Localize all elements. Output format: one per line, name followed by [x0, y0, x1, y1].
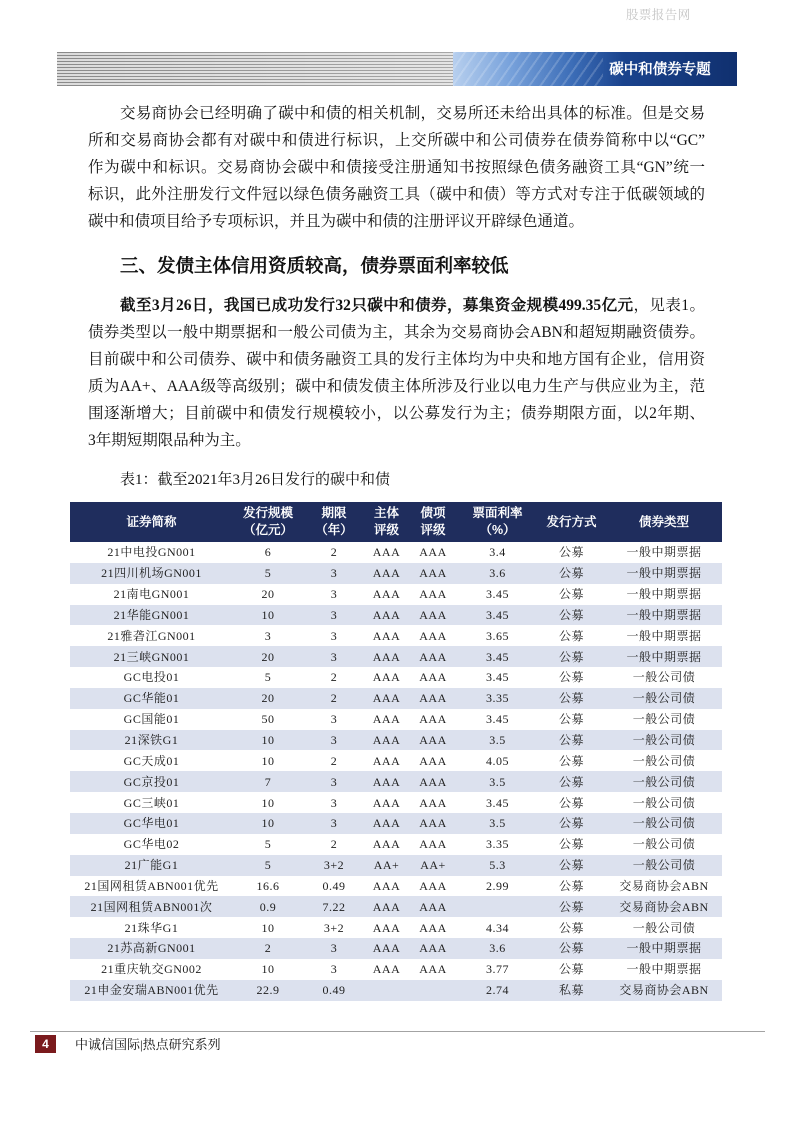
- cell-term: 2: [330, 545, 338, 560]
- cell-issue-method: 公募: [537, 896, 606, 917]
- header-term-text: （年）: [315, 523, 353, 537]
- cell-coupon-rate: 3.45: [486, 795, 509, 810]
- table-row: [70, 563, 722, 584]
- cell-issuer-rating: AAA: [372, 670, 401, 685]
- table-row: [70, 750, 722, 771]
- summary-line: 债券类型以一般中期票据和一般公司债为主，其余为交易商协会ABN和超短期融资债券。: [88, 324, 705, 341]
- cell-coupon-rate: 3.5: [458, 813, 537, 834]
- cell-bond-type: 交易商协会ABN: [606, 896, 722, 917]
- cell-bond-rating: AAA: [419, 962, 447, 977]
- summary-line: 3年期短期限品种为主。: [88, 432, 251, 449]
- cell-issue-size: 10: [233, 730, 303, 751]
- header-security-name: [70, 502, 233, 542]
- cell-issue-size: 5: [264, 837, 272, 852]
- cell-term: 2: [330, 837, 338, 852]
- cell-issuer-rating: AAA: [365, 771, 408, 792]
- table-row: [70, 625, 722, 646]
- header-term: [303, 502, 365, 542]
- cell-security-name: 21南电GN001: [113, 587, 190, 602]
- cell-security-name: 21苏高新GN001: [70, 938, 233, 959]
- cell-coupon-rate: 3.45: [486, 670, 509, 685]
- table-row: [70, 771, 722, 792]
- cell-security-name: 21中电投GN001: [107, 545, 196, 560]
- header-issue-size-text: 发行规模: [242, 506, 293, 520]
- footer-divider: [30, 1031, 765, 1032]
- cell-term: 0.49: [322, 878, 346, 893]
- table-row: [70, 542, 722, 563]
- cell-issuer-rating: AAA: [365, 605, 408, 626]
- table-row: [70, 876, 722, 897]
- cell-issuer-rating: AAA: [372, 878, 401, 893]
- cell-bond-type: 一般中期票据: [606, 938, 722, 959]
- header-bond-type-text: 债券类型: [638, 514, 689, 529]
- table-body: [70, 542, 722, 1001]
- cell-bond-rating: AAA: [419, 670, 447, 685]
- cell-security-name: GC京投01: [70, 771, 233, 792]
- table-header-row: [70, 502, 722, 542]
- summary-lead-rest: ，见表1。: [633, 297, 705, 314]
- cell-coupon-rate: 4.05: [486, 753, 509, 768]
- cell-coupon-rate: 3.45: [486, 587, 509, 602]
- cell-bond-type: 一般公司债: [632, 670, 696, 685]
- cell-issue-method: 公募: [558, 837, 584, 852]
- table-row: [70, 917, 722, 938]
- cell-security-name: GC华电01: [70, 813, 233, 834]
- cell-issue-size: 7: [233, 771, 303, 792]
- cell-coupon-rate: 3.35: [458, 688, 537, 709]
- header-issuer-rating-text: 主体: [373, 506, 399, 520]
- cell-security-name: 21国网租赁ABN001次: [70, 896, 233, 917]
- cell-bond-rating: AAA: [408, 813, 458, 834]
- cell-bond-type: 一般公司债: [632, 920, 696, 935]
- cell-bond-rating: AA+: [408, 855, 458, 876]
- header-banner: [453, 52, 737, 86]
- cell-issue-method: 公募: [537, 688, 606, 709]
- cell-bond-type: 一般公司债: [606, 771, 722, 792]
- header-issue-size: [233, 502, 303, 542]
- cell-security-name: 21广能G1: [70, 855, 233, 876]
- cell-security-name: 21申金安瑞ABN001优先: [70, 980, 233, 1001]
- header-bond-type: [606, 502, 722, 542]
- cell-term: 2: [330, 670, 338, 685]
- cell-bond-rating: AAA: [408, 605, 458, 626]
- cell-bond-type: 交易商协会ABN: [619, 878, 709, 893]
- cell-bond-type: 一般公司债: [632, 712, 696, 727]
- cell-term: 3: [303, 646, 365, 667]
- cell-bond-rating: AAA: [408, 938, 458, 959]
- header-coupon-rate-text: （%）: [479, 523, 516, 537]
- cell-term: 3: [330, 712, 338, 727]
- cell-issue-size: 10: [261, 962, 275, 977]
- cell-term: 3+2: [303, 855, 365, 876]
- cell-bond-type: 一般公司债: [632, 795, 696, 810]
- header-issue-method-text: 发行方式: [546, 514, 597, 529]
- cell-issue-method: 公募: [537, 730, 606, 751]
- cell-coupon-rate: 3.6: [458, 938, 537, 959]
- cell-issuer-rating: AAA: [372, 962, 401, 977]
- cell-issue-method: 公募: [537, 771, 606, 792]
- footer-series-title: 中诚信国际|热点研究系列: [75, 1037, 221, 1052]
- cell-bond-type: 一般中期票据: [606, 646, 722, 667]
- cell-bond-type: 一般中期票据: [626, 962, 702, 977]
- cell-security-name: GC国能01: [123, 712, 180, 727]
- cell-coupon-rate: 4.34: [486, 920, 509, 935]
- cell-term: 3: [330, 795, 338, 810]
- cell-issue-size: 3: [264, 628, 272, 643]
- table-row: [70, 584, 722, 605]
- table-caption: 表1：截至2021年3月26日发行的碳中和债: [120, 472, 391, 488]
- cell-issuer-rating: AAA: [372, 920, 401, 935]
- cell-bond-type: 一般公司债: [606, 730, 722, 751]
- cell-issue-method: 公募: [558, 753, 584, 768]
- cell-bond-rating: AAA: [419, 920, 447, 935]
- cell-issuer-rating: AAA: [372, 712, 401, 727]
- cell-coupon-rate: 3.5: [458, 730, 537, 751]
- cell-issue-size: 0.9: [233, 896, 303, 917]
- cell-issue-method: 公募: [537, 646, 606, 667]
- cell-issuer-rating: AAA: [365, 563, 408, 584]
- page-number: 4: [35, 1035, 56, 1053]
- cell-coupon-rate: 3.65: [486, 628, 509, 643]
- cell-term: 3: [330, 587, 338, 602]
- table-row: [70, 813, 722, 834]
- cell-issuer-rating: AAA: [372, 587, 401, 602]
- cell-term: 0.49: [303, 980, 365, 1001]
- table-header: [70, 502, 722, 542]
- cell-bond-rating: AAA: [408, 688, 458, 709]
- header-issuer-rating: [365, 502, 408, 542]
- cell-security-name: 21重庆轨交GN002: [101, 962, 202, 977]
- summary-lead-line: [88, 292, 705, 319]
- cell-bond-rating: AAA: [419, 795, 447, 810]
- cell-security-name: 21深铁G1: [70, 730, 233, 751]
- cell-issue-method: 公募: [537, 938, 606, 959]
- header-coupon-rate-text: 票面利率: [472, 506, 523, 520]
- cell-issuer-rating: AAA: [372, 837, 401, 852]
- cell-issue-method: 公募: [558, 712, 584, 727]
- cell-issue-size: 6: [264, 545, 272, 560]
- table-row: [70, 959, 722, 980]
- cell-security-name: 21三峡GN001: [70, 646, 233, 667]
- cell-coupon-rate: 3.35: [486, 837, 509, 852]
- cell-bond-rating: AAA: [419, 753, 447, 768]
- cell-issue-method: 私募: [537, 980, 606, 1001]
- intro-line: 交易商协会已经明确了碳中和债的相关机制，交易所还未给出具体的标准。但是交易: [120, 105, 705, 122]
- cell-issue-method: 公募: [558, 962, 584, 977]
- cell-issue-method: 公募: [558, 795, 584, 810]
- cell-coupon-rate: 2.99: [486, 878, 509, 893]
- cell-security-name: GC华电02: [123, 837, 180, 852]
- cell-security-name: GC三峡01: [123, 795, 180, 810]
- cell-issuer-rating: AA+: [365, 855, 408, 876]
- intro-line: 碳中和债项目给予专项标识，并且为碳中和债的注册评议开辟绿色通道。: [88, 213, 585, 230]
- cell-issue-method: 公募: [558, 587, 584, 602]
- cell-issuer-rating: AAA: [372, 628, 401, 643]
- table-row: [70, 730, 722, 751]
- cell-issuer-rating: AAA: [365, 938, 408, 959]
- header-bond-rating-text: 评级: [420, 523, 446, 537]
- summary-lead-bold: 截至3月26日，我国已成功发行32只碳中和债券，募集资金规模499.35亿元: [120, 297, 634, 314]
- cell-term: 3: [303, 730, 365, 751]
- cell-security-name: GC天成01: [123, 753, 180, 768]
- cell-term: 3: [330, 628, 338, 643]
- cell-term: 3: [303, 563, 365, 584]
- header-issue-size-text: （亿元）: [242, 523, 293, 537]
- cell-issue-size: 10: [261, 920, 275, 935]
- cell-bond-rating: AAA: [408, 563, 458, 584]
- cell-issue-method: 公募: [558, 545, 584, 560]
- cell-coupon-rate: 2.74: [458, 980, 537, 1001]
- cell-issuer-rating: AAA: [372, 795, 401, 810]
- cell-issue-size: 5: [233, 855, 303, 876]
- cell-security-name: 21四川机场GN001: [70, 563, 233, 584]
- cell-coupon-rate: 3.5: [458, 771, 537, 792]
- cell-bond-type: 一般中期票据: [626, 545, 702, 560]
- cell-bond-rating: AAA: [408, 730, 458, 751]
- cell-bond-type: 一般中期票据: [606, 563, 722, 584]
- table-row: [70, 980, 722, 1001]
- cell-issue-size: 50: [261, 712, 275, 727]
- cell-issue-size: 10: [261, 753, 275, 768]
- cell-bond-type: 一般公司债: [606, 855, 722, 876]
- cell-term: 3+2: [323, 920, 345, 935]
- cell-bond-rating: AAA: [419, 545, 447, 560]
- header-term-text: 期限: [321, 506, 347, 520]
- cell-issuer-rating: AAA: [365, 688, 408, 709]
- cell-coupon-rate: 5.3: [458, 855, 537, 876]
- cell-issue-method: 公募: [537, 813, 606, 834]
- summary-line: 质为AA+、AAA级等高级别；碳中和债发债主体所涉及行业以电力生产与供应业为主，范: [88, 378, 705, 395]
- cell-bond-rating: AAA: [419, 837, 447, 852]
- header-bond-rating: [408, 502, 458, 542]
- summary-line: 围逐渐增大；目前碳中和债发行规模较小，以公募发行为主；债券期限方面，以2年期、: [88, 405, 705, 422]
- cell-term: 3: [303, 605, 365, 626]
- cell-term: 7.22: [303, 896, 365, 917]
- cell-security-name: GC华能01: [70, 688, 233, 709]
- cell-security-name: 21华能GN001: [70, 605, 233, 626]
- table-row: [70, 792, 722, 813]
- table-row: [70, 709, 722, 730]
- cell-coupon-rate: 3.77: [486, 962, 509, 977]
- table-row: [70, 834, 722, 855]
- cell-bond-type: 一般中期票据: [626, 587, 702, 602]
- cell-bond-type: 一般中期票据: [606, 605, 722, 626]
- cell-coupon-rate: 3.45: [458, 646, 537, 667]
- table-row: [70, 855, 722, 876]
- table-row: [70, 605, 722, 626]
- section-heading: 三、发债主体信用资质较高，债券票面利率较低: [120, 255, 509, 276]
- cell-term: 3: [303, 771, 365, 792]
- table-row: [70, 896, 722, 917]
- cell-issuer-rating: AAA: [372, 545, 401, 560]
- cell-bond-type: 一般公司债: [632, 837, 696, 852]
- cell-issue-method: 公募: [537, 855, 606, 876]
- cell-issue-method: 公募: [558, 628, 584, 643]
- cell-bond-rating: AAA: [419, 628, 447, 643]
- header-coupon-rate: [458, 502, 537, 542]
- cell-coupon-rate: 3.4: [489, 545, 506, 560]
- cell-issuer-rating: AAA: [365, 813, 408, 834]
- cell-term: 2: [303, 688, 365, 709]
- cell-issuer-rating: [365, 980, 408, 1001]
- cell-security-name: GC电投01: [123, 670, 180, 685]
- cell-bond-type: 一般公司债: [632, 753, 696, 768]
- intro-paragraph: [88, 100, 705, 235]
- cell-bond-type: 一般公司债: [606, 688, 722, 709]
- cell-issue-size: 5: [264, 670, 272, 685]
- cell-issue-size: 5: [233, 563, 303, 584]
- cell-bond-rating: AAA: [419, 587, 447, 602]
- bond-table: [70, 502, 722, 1001]
- cell-bond-type: 一般公司债: [606, 813, 722, 834]
- cell-issuer-rating: AAA: [372, 753, 401, 768]
- cell-security-name: 21珠华G1: [124, 920, 179, 935]
- table-row: [70, 938, 722, 959]
- intro-line: 标识，此外注册发行文件冠以绿色债务融资工具（碳中和债）等方式对专注于低碳领域的: [88, 186, 705, 203]
- cell-coupon-rate: 3.6: [458, 563, 537, 584]
- cell-issue-size: 20: [261, 587, 275, 602]
- watermark: 股票报告网: [626, 8, 691, 22]
- banner-title: 碳中和债券专题: [609, 62, 711, 78]
- intro-line: 所和交易商协会都有对碳中和债进行标识，上交所碳中和公司债券在债券简称中以“GC”: [88, 132, 705, 149]
- cell-issue-size: 20: [233, 646, 303, 667]
- cell-issue-size: 10: [233, 605, 303, 626]
- cell-coupon-rate: 3.45: [458, 605, 537, 626]
- cell-bond-rating: [408, 980, 458, 1001]
- cell-bond-rating: AAA: [419, 712, 447, 727]
- summary-line: 目前碳中和公司债券、碳中和债务融资工具的发行主体均为中央和地方国有企业，信用资: [88, 351, 705, 368]
- cell-issue-method: 公募: [537, 605, 606, 626]
- header-security-name-text: 证券简称: [126, 514, 177, 529]
- cell-issue-method: 公募: [558, 920, 584, 935]
- cell-issue-size: 22.9: [233, 980, 303, 1001]
- cell-issue-method: 公募: [558, 878, 584, 893]
- cell-bond-rating: AAA: [419, 878, 447, 893]
- table-row: [70, 667, 722, 688]
- cell-issue-size: 16.6: [256, 878, 280, 893]
- cell-coupon-rate: [458, 896, 537, 917]
- cell-issue-method: 公募: [558, 670, 584, 685]
- cell-issue-size: 10: [261, 795, 275, 810]
- cell-security-name: 21国网租赁ABN001优先: [84, 878, 219, 893]
- header-issue-method: [537, 502, 606, 542]
- cell-bond-rating: AAA: [408, 646, 458, 667]
- cell-issuer-rating: AAA: [365, 730, 408, 751]
- table-row: [70, 646, 722, 667]
- cell-issue-size: 2: [233, 938, 303, 959]
- header-stripe-bar: [57, 52, 453, 86]
- intro-line: 作为碳中和标识。交易商协会碳中和债接受注册通知书按照绿色债务融资工具“GN”统一: [88, 159, 705, 176]
- cell-term: 3: [330, 962, 338, 977]
- cell-bond-type: 一般中期票据: [626, 628, 702, 643]
- cell-issue-size: 20: [233, 688, 303, 709]
- cell-issuer-rating: AAA: [365, 896, 408, 917]
- header-bond-rating-text: 债项: [420, 506, 446, 520]
- cell-term: 3: [303, 813, 365, 834]
- cell-coupon-rate: 3.45: [486, 712, 509, 727]
- cell-bond-rating: AAA: [408, 771, 458, 792]
- cell-security-name: 21雅砻江GN001: [107, 628, 196, 643]
- cell-term: 3: [303, 938, 365, 959]
- cell-issue-method: 公募: [537, 563, 606, 584]
- summary-paragraph: [88, 292, 705, 454]
- cell-bond-type: 交易商协会ABN: [606, 980, 722, 1001]
- header-issuer-rating-text: 评级: [373, 523, 399, 537]
- table-row: [70, 688, 722, 709]
- cell-bond-rating: AAA: [408, 896, 458, 917]
- cell-issue-size: 10: [233, 813, 303, 834]
- cell-term: 2: [330, 753, 338, 768]
- cell-issuer-rating: AAA: [365, 646, 408, 667]
